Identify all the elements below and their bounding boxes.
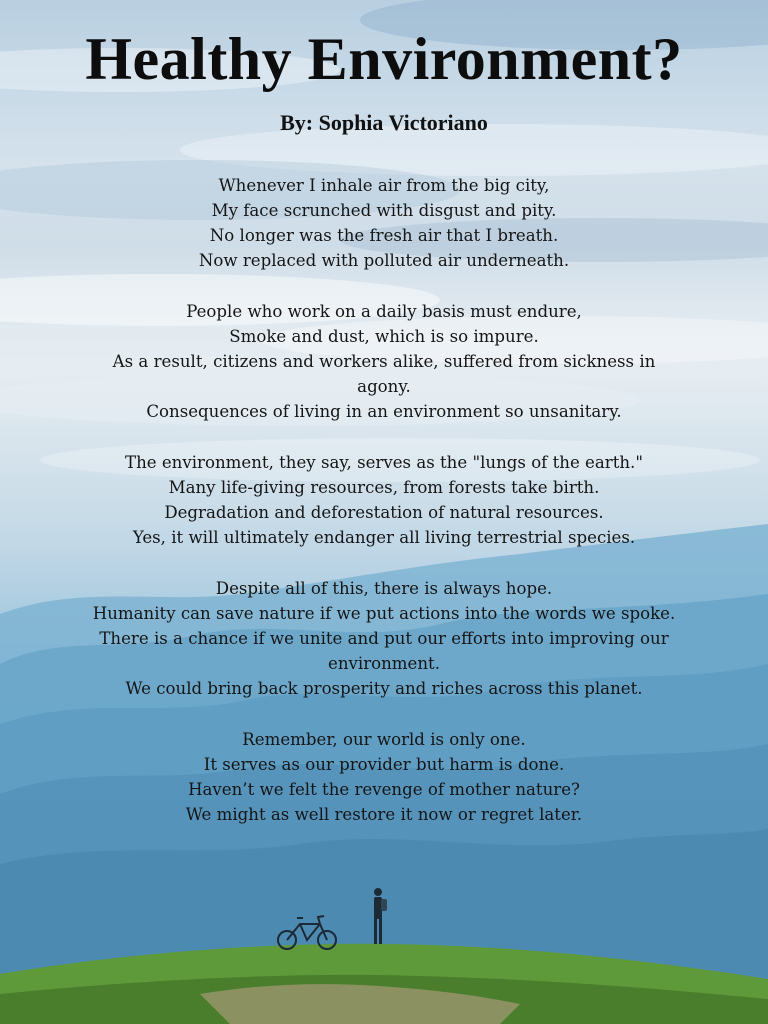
stanza-1 xyxy=(90,173,678,273)
person-icon xyxy=(374,888,387,944)
poem-line: No longer was the fresh air that I breath. xyxy=(209,226,559,245)
hiker-and-bicycle-illustration xyxy=(270,884,400,964)
poem-line: As a result, citizens and workers alike, suffered from sickness in agony. xyxy=(112,352,656,396)
poem-line: Haven’t we felt the revenge of mother nature? xyxy=(188,780,580,799)
stanza-5 xyxy=(90,727,678,827)
poem-line: Now replaced with polluted air underneath. xyxy=(198,251,570,270)
poem-line: There is a chance if we unite and put our efforts into improving our environment. xyxy=(99,629,669,673)
poem-line: It serves as our provider but harm is done. xyxy=(203,755,565,774)
poem-line: Smoke and dust, which is so impure. xyxy=(229,327,539,346)
poem-line: We could bring back prosperity and riches across this planet. xyxy=(125,679,643,698)
poem-title: Healthy Environment? xyxy=(85,26,683,92)
stanza-4 xyxy=(90,576,678,701)
poem-line: The environment, they say, serves as the "lungs of the earth." xyxy=(125,453,643,472)
poem-line: Degradation and deforestation of natural resources. xyxy=(164,503,604,522)
poem-line: Yes, it will ultimately endanger all living terrestrial species. xyxy=(132,528,636,547)
poem-line: Despite all of this, there is always hope. xyxy=(215,579,553,598)
poem-line: My face scrunched with disgust and pity. xyxy=(211,201,557,220)
author-byline: By: Sophia Victoriano xyxy=(280,110,488,135)
poem-line: We might as well restore it now or regret later. xyxy=(185,805,583,824)
poem-body xyxy=(90,173,678,853)
bicycle-icon xyxy=(278,916,336,949)
poem-line: Remember, our world is only one. xyxy=(242,730,526,749)
stanza-3 xyxy=(90,450,678,550)
poem-line: Whenever I inhale air from the big city, xyxy=(218,176,550,195)
poem-line: Humanity can save nature if we put actions into the words we spoke. xyxy=(92,604,676,623)
poem-line: Many life-giving resources, from forests take birth. xyxy=(168,478,600,497)
stanza-2 xyxy=(90,299,678,424)
poem-line: People who work on a daily basis must endure, xyxy=(186,302,582,321)
poem-line: Consequences of living in an environment so unsanitary. xyxy=(146,402,622,421)
